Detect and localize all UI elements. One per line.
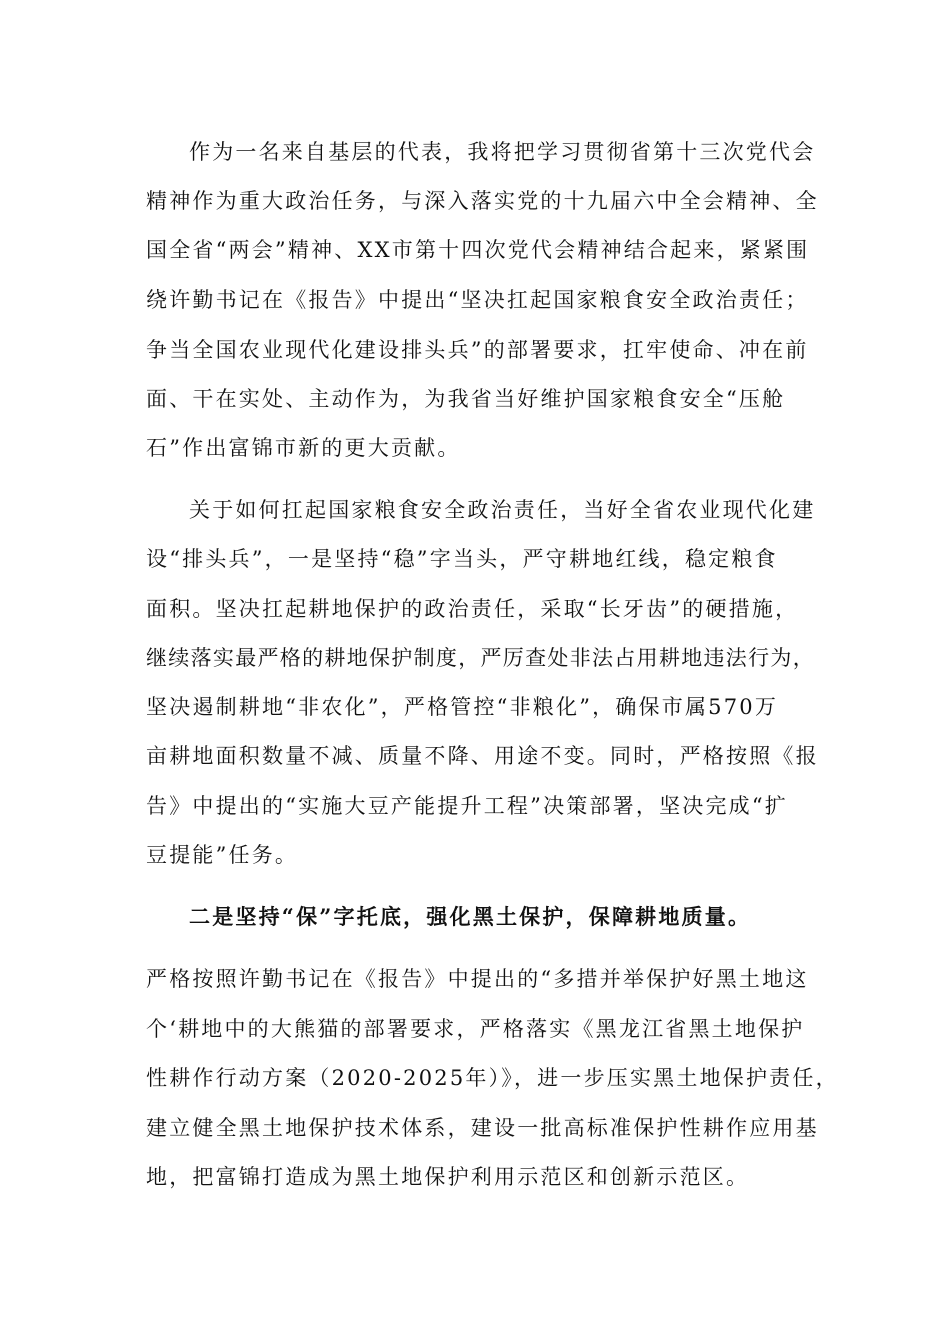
paragraph-2-line-3: 面积。坚决扛起耕地保护的政治责任，采取“长牙齿”的硬措施， [146, 597, 799, 621]
paragraph-3-line-5: 地，把富锦打造成为黑土地保护利用示范区和创新示范区。 [146, 1165, 750, 1189]
paragraph-1-line-1: 作为一名来自基层的代表，我将把学习贯彻省第十三次党代会 [189, 140, 816, 164]
paragraph-2-line-8: 豆提能”任务。 [146, 843, 299, 867]
paragraph-3-line-2: 个‘耕地中的大熊猫的部署要求，严格落实《黑龙江省黑土地保护 [146, 1017, 805, 1041]
paragraph-2-line-6: 亩耕地面积数量不减、质量不降、用途不变。同时，严格按照《报 [146, 744, 819, 768]
paragraph-3-line-3: 性耕作行动方案（2020-2025年）》，进一步压实黑土地保护责任， [146, 1066, 839, 1090]
paragraph-2-line-4: 继续落实最严格的耕地保护制度，严厉查处非法占用耕地违法行为， [146, 646, 815, 670]
paragraph-1-line-3: 国全省“两会”精神、XX市第十四次党代会精神结合起来，紧紧围 [146, 238, 810, 262]
paragraph-3-line-1: 严格按照许勤书记在《报告》中提出的“多措并举保护好黑土地这 [146, 967, 809, 991]
paragraph-1-line-2: 精神作为重大政治任务，与深入落实党的十九届六中全会精神、全 [146, 189, 819, 213]
paragraph-2-line-2: 设“排头兵”，一是坚持“稳”字当头，严守耕地红线，稳定粮食 [146, 547, 778, 571]
paragraph-2-line-5: 坚决遏制耕地“非农化”，严格管控“非粮化”，确保市属570万 [146, 695, 779, 719]
paragraph-1-line-5: 争当全国农业现代化建设排头兵”的部署要求，扛牢使命、冲在前 [146, 338, 809, 362]
paragraph-1-line-6: 面、干在实处、主动作为，为我省当好维护国家粮食安全“压舱 [146, 387, 786, 411]
paragraph-3-line-4: 建立健全黑土地保护技术体系，建设一批高标准保护性耕作应用基 [146, 1116, 819, 1140]
section-heading: 二是坚持“保”字托底，强化黑土保护，保障耕地质量。 [189, 904, 752, 929]
paragraph-2-line-7: 告》中提出的“实施大豆产能提升工程”决策部署，坚决完成“扩 [146, 794, 789, 818]
paragraph-1-line-4: 绕许勤书记在《报告》中提出“坚决扛起国家粮食安全政治责任； [146, 288, 809, 312]
paragraph-1-line-7: 石”作出富锦市新的更大贡献。 [146, 436, 461, 460]
paragraph-2-line-1: 关于如何扛起国家粮食安全政治责任，当好全省农业现代化建 [189, 498, 816, 522]
